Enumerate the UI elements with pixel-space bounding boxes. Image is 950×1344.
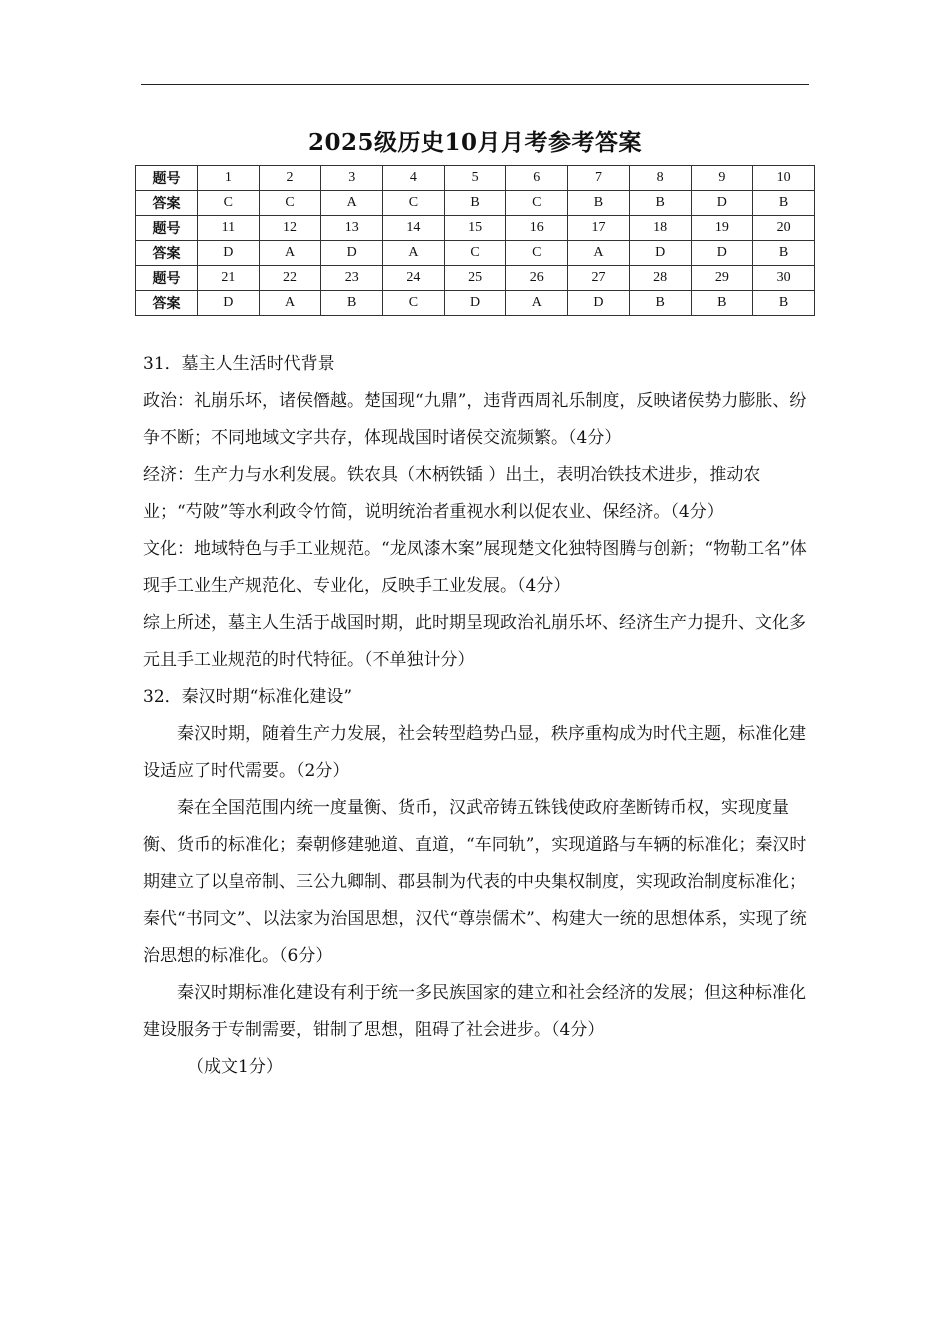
answer-cell: A [259,291,321,316]
answer-cell: D [568,291,630,316]
question-number-row [136,266,815,291]
question-number-cell: 10 [753,166,815,191]
answer-cell: D [321,241,383,266]
question-number-cell: 3 [321,166,383,191]
answer-label-cell: 答案 [136,241,198,266]
question-number-cell: 9 [691,166,753,191]
question-label-cell: 题号 [136,166,198,191]
answer-cell: A [321,191,383,216]
q31-economy: 经济：生产力与水利发展。铁农具（木柄铁锸 ）出土，表明冶铁技术进步，推动农业；“芍陂”等水利政令竹简，说明统治者重视水利以促农业、保经济。（4分） [143,465,761,522]
answer-cell: D [198,241,260,266]
q32-closing: （成文1分） [187,1057,283,1077]
question-number-cell: 13 [321,216,383,241]
question-number-cell: 26 [506,266,568,291]
q32-heading: 32．秦汉时期“标准化建设” [143,687,353,707]
question-number-cell: 6 [506,166,568,191]
answer-cell: D [691,191,753,216]
answer-cell: A [259,241,321,266]
answer-cell: D [629,241,691,266]
question-number-cell: 28 [629,266,691,291]
answer-cell: C [506,241,568,266]
question-number-cell: 1 [198,166,260,191]
answer-cell: C [198,191,260,216]
answer-cell: D [198,291,260,316]
question-number-cell: 29 [691,266,753,291]
answer-table-body [136,166,815,316]
answer-cell: A [568,241,630,266]
question-number-row [136,166,815,191]
q31-culture: 文化：地域特色与手工业规范。“龙凤漆木案”展现楚文化独特图腾与创新；“物勒工名”体现手工业生产规范化、专业化，反映手工业发展。（4分） [143,539,807,596]
question-number-cell: 25 [444,266,506,291]
question-number-cell: 23 [321,266,383,291]
answer-cell: D [444,291,506,316]
question-number-cell: 7 [568,166,630,191]
answer-cell: B [753,191,815,216]
page-title: 2025级历史10月月考参考答案 [307,129,643,156]
header-rule [141,84,809,85]
q31-summary: 综上所述，墓主人生活于战国时期，此时期呈现政治礼崩乐坏、经济生产力提升、文化多元且手工业规范的时代特征。（不单独计分） [143,613,806,670]
question-number-cell: 18 [629,216,691,241]
answer-cell: B [568,191,630,216]
answer-cell: B [691,291,753,316]
question-number-cell: 22 [259,266,321,291]
answer-row [136,291,815,316]
question-label-cell: 题号 [136,266,198,291]
question-number-cell: 27 [568,266,630,291]
answer-cell: B [753,241,815,266]
answer-cell: C [383,191,445,216]
answer-body-text [143,346,819,1086]
question-number-cell: 11 [198,216,260,241]
q31-heading: 31．墓主人生活时代背景 [143,354,335,374]
answer-label-cell: 答案 [136,191,198,216]
question-number-cell: 24 [383,266,445,291]
answer-cell: A [383,241,445,266]
question-number-cell: 16 [506,216,568,241]
answer-cell: C [506,191,568,216]
answer-table [135,165,815,316]
question-number-row [136,216,815,241]
question-number-cell: 15 [444,216,506,241]
question-label-cell: 题号 [136,216,198,241]
answer-cell: C [444,241,506,266]
answer-row [136,191,815,216]
answer-row [136,241,815,266]
question-number-cell: 21 [198,266,260,291]
question-number-cell: 12 [259,216,321,241]
q32-para-3: 秦汉时期标准化建设有利于统一多民族国家的建立和社会经济的发展；但这种标准化建设服务于专制需要，钳制了思想，阻碍了社会进步。（4分） [143,983,806,1040]
answer-cell: A [506,291,568,316]
answer-cell: C [383,291,445,316]
question-number-cell: 30 [753,266,815,291]
answer-cell: B [444,191,506,216]
question-number-cell: 19 [691,216,753,241]
answer-cell: C [259,191,321,216]
question-number-cell: 17 [568,216,630,241]
answer-label-cell: 答案 [136,291,198,316]
answer-cell: D [691,241,753,266]
question-number-cell: 8 [629,166,691,191]
answer-cell: B [321,291,383,316]
answer-cell: B [753,291,815,316]
question-number-cell: 2 [259,166,321,191]
q31-politics: 政治：礼崩乐坏，诸侯僭越。楚国现“九鼎”，违背西周礼乐制度，反映诸侯势力膨胀、纷争不断；不同地域文字共存，体现战国时诸侯交流频繁。（4分） [143,391,807,448]
q32-para-2: 秦在全国范围内统一度量衡、货币，汉武帝铸五铢钱使政府垄断铸币权，实现度量衡、货币的标准化；秦朝修建驰道、直道，“车同轨”，实现道路与车辆的标准化；秦汉时期建立了以皇帝制、三公九卿制、郡县制为代表的中央集权制度，实现政治制度标准化；秦代“书同文”、以法家为治国思想，汉代“尊崇儒术”、构建大一统的思想体系，实现了统治思想的标准化。（6分） [143,798,807,966]
question-number-cell: 14 [383,216,445,241]
question-number-cell: 4 [383,166,445,191]
answer-cell: B [629,291,691,316]
question-number-cell: 20 [753,216,815,241]
answer-cell: B [629,191,691,216]
q32-para-1: 秦汉时期，随着生产力发展，社会转型趋势凸显，秩序重构成为时代主题，标准化建设适应了时代需要。（2分） [143,724,806,781]
question-number-cell: 5 [444,166,506,191]
